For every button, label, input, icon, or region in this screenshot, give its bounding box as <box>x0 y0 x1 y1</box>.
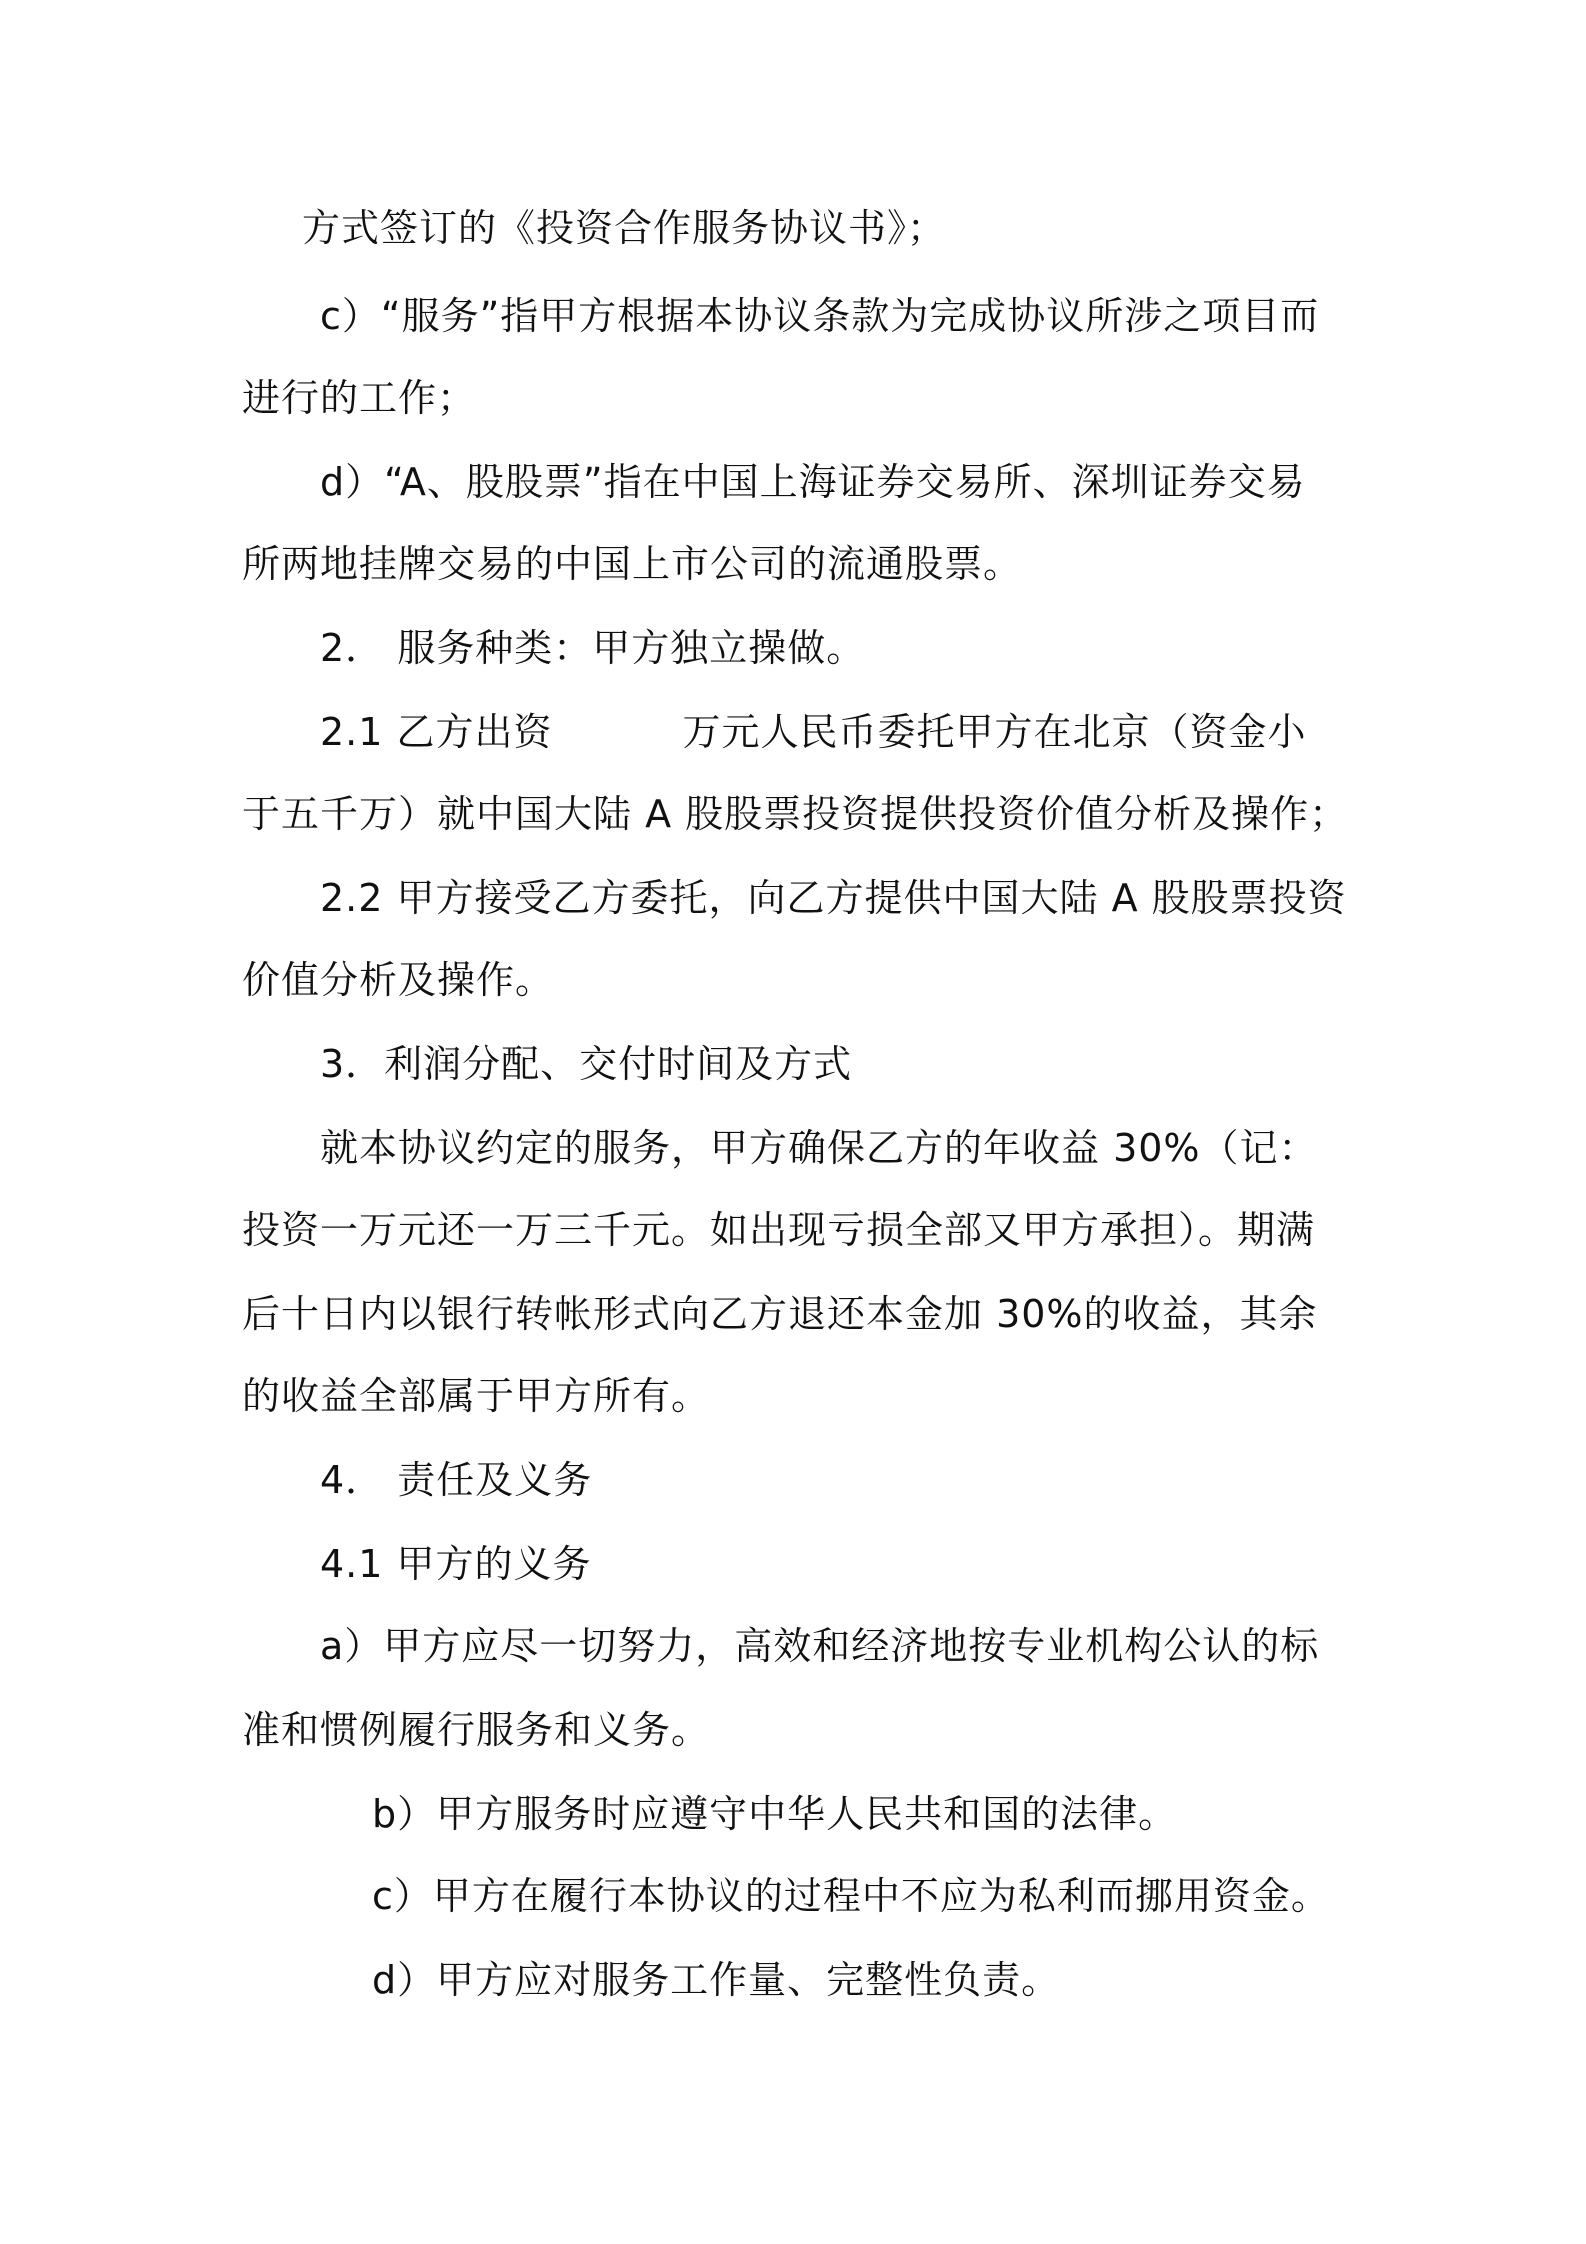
text-line: 投资一万元还一万三千元。如出现亏损全部又甲方承担）。期满 <box>242 1208 1316 1252</box>
text-line <box>320 706 1307 758</box>
text-line: d）“A、股股票”指在中国上海证券交易所、深圳证券交易 <box>320 460 1306 504</box>
section-heading: 3．利润分配、交付时间及方式 <box>320 1042 853 1086</box>
text-line: d）甲方应对服务工作量、完整性负责。 <box>372 1958 1061 2002</box>
text-fragment: 2.1 乙方出资 <box>320 710 553 754</box>
text-line: 方式签订的《投资合作服务协议书》； <box>302 206 947 250</box>
text-fragment: 万元人民币委托甲方在北京（资金小 <box>682 710 1307 754</box>
section-heading: 4.1 甲方的义务 <box>320 1542 592 1586</box>
text-line: 价值分析及操作。 <box>242 958 555 1002</box>
text-line: c）“服务”指甲方根据本协议条款为完成协议所涉之项目而 <box>320 294 1320 338</box>
text-line: b）甲方服务时应遵守中华人民共和国的法律。 <box>372 1792 1178 1836</box>
section-heading: 4． 责任及义务 <box>320 1458 593 1502</box>
text-line: 的收益全部属于甲方所有。 <box>242 1374 711 1418</box>
text-line: 就本协议约定的服务，甲方确保乙方的年收益 30%（记： <box>320 1126 1318 1170</box>
text-line: 2． 服务种类：甲方独立操做。 <box>320 626 866 670</box>
text-line: 所两地挂牌交易的中国上市公司的流通股票。 <box>242 542 1023 586</box>
text-line: 后十日内以银行转帐形式向乙方退还本金加 30%的收益，其余 <box>242 1292 1318 1336</box>
text-line: a）甲方应尽一切努力，高效和经济地按专业机构公认的标 <box>320 1624 1320 1668</box>
text-line: 于五千万）就中国大陆 A 股股票投资提供投资价值分析及操作； <box>242 792 1349 836</box>
text-line: 进行的工作； <box>242 376 477 420</box>
text-line: c）甲方在履行本协议的过程中不应为私利而挪用资金。 <box>372 1874 1330 1918</box>
text-line: 2.2 甲方接受乙方委托，向乙方提供中国大陆 A 股股票投资 <box>320 876 1347 920</box>
text-line: 准和惯例履行服务和义务。 <box>242 1708 711 1752</box>
